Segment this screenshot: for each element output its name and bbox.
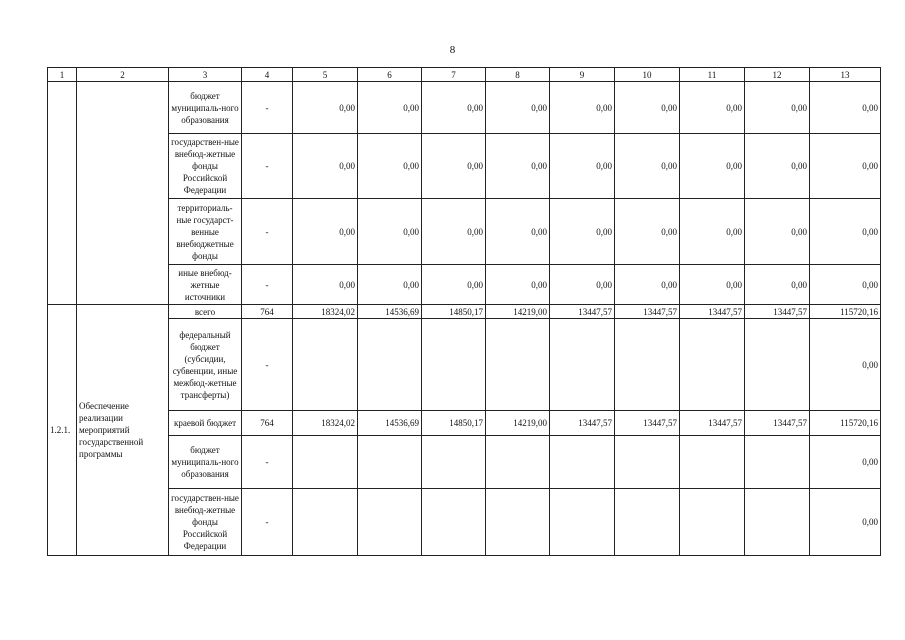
col4-cell: 764 [242,411,293,436]
value-cell: 0,00 [615,82,680,134]
value-cell: 0,00 [810,265,881,305]
value-cell: 13447,57 [550,305,615,319]
value-cell [615,319,680,411]
source-cell: бюджет муниципаль-ного образования [169,82,242,134]
item-name: Обеспечение реализации мероприятий государственной программы [77,305,169,556]
source-cell: всего [169,305,242,319]
value-cell: 13447,57 [680,411,745,436]
value-cell: 0,00 [810,436,881,489]
value-cell [486,489,550,556]
value-cell: 13447,57 [745,305,810,319]
value-cell [422,436,486,489]
header-cell: 13 [810,68,881,82]
value-cell [680,489,745,556]
header-cell: 9 [550,68,615,82]
value-cell: 18324,02 [293,411,358,436]
value-cell: 0,00 [293,265,358,305]
header-cell: 6 [358,68,422,82]
header-cell: 7 [422,68,486,82]
value-cell [550,489,615,556]
table-row [48,319,881,411]
col4-cell: 764 [242,305,293,319]
col4-cell: - [242,319,293,411]
value-cell: 0,00 [745,134,810,199]
header-cell: 3 [169,68,242,82]
header-cell: 5 [293,68,358,82]
value-cell [680,436,745,489]
name-cell [77,82,169,305]
source-cell: государствен-ные внебюд-жетные фонды Российской Федерации [169,489,242,556]
table-row [48,134,881,199]
value-cell: 0,00 [615,134,680,199]
value-cell: 13447,57 [550,411,615,436]
value-cell [293,319,358,411]
value-cell: 0,00 [293,82,358,134]
value-cell: 14536,69 [358,411,422,436]
source-cell: государствен-ные внебюд-жетные фонды Российской Федерации [169,134,242,199]
col4-cell: - [242,436,293,489]
col4-cell: - [242,489,293,556]
value-cell: 115720,16 [810,305,881,319]
value-cell: 0,00 [810,319,881,411]
value-cell: 13447,57 [615,305,680,319]
value-cell: 0,00 [486,134,550,199]
value-cell: 14219,00 [486,305,550,319]
value-cell [745,319,810,411]
value-cell: 0,00 [422,82,486,134]
page-number: 8 [449,44,456,56]
value-cell: 0,00 [615,265,680,305]
value-cell: 0,00 [810,489,881,556]
value-cell: 0,00 [615,199,680,265]
source-cell: федеральный бюджет (субсидии, субвенции, иные межбюд-жетные трансферты) [169,319,242,411]
table-row [48,436,881,489]
header-cell: 10 [615,68,680,82]
header-cell: 4 [242,68,293,82]
item-code: 1.2.1. [48,305,77,556]
value-cell: 13447,57 [615,411,680,436]
table-row [48,411,881,436]
value-cell [358,436,422,489]
value-cell [550,436,615,489]
value-cell: 0,00 [486,82,550,134]
value-cell: 0,00 [422,134,486,199]
value-cell: 0,00 [550,134,615,199]
value-cell: 0,00 [550,199,615,265]
value-cell [486,436,550,489]
header-cell: 2 [77,68,169,82]
table-row [48,199,881,265]
value-cell: 13447,57 [680,305,745,319]
value-cell: 0,00 [680,134,745,199]
value-cell: 0,00 [293,134,358,199]
value-cell: 0,00 [680,199,745,265]
value-cell: 0,00 [422,265,486,305]
header-cell: 8 [486,68,550,82]
value-cell: 0,00 [358,265,422,305]
table-row [48,82,881,134]
value-cell: 0,00 [680,82,745,134]
value-cell: 0,00 [422,199,486,265]
value-cell [358,319,422,411]
value-cell [422,319,486,411]
value-cell: 0,00 [486,265,550,305]
header-cell: 1 [48,68,77,82]
value-cell [293,489,358,556]
value-cell: 0,00 [550,82,615,134]
value-cell: 14850,17 [422,411,486,436]
code-cell [48,82,77,305]
value-cell [486,319,550,411]
source-cell: иные внебюд-жетные источники [169,265,242,305]
value-cell: 0,00 [745,265,810,305]
col4-cell: - [242,134,293,199]
source-cell: краевой бюджет [169,411,242,436]
value-cell: 13447,57 [745,411,810,436]
value-cell: 0,00 [550,265,615,305]
col4-cell: - [242,265,293,305]
header-cell: 11 [680,68,745,82]
value-cell: 18324,02 [293,305,358,319]
value-cell [422,489,486,556]
value-cell: 0,00 [810,199,881,265]
value-cell: 0,00 [293,199,358,265]
col4-cell: - [242,82,293,134]
value-cell: 0,00 [680,265,745,305]
value-cell: 0,00 [810,134,881,199]
value-cell: 14536,69 [358,305,422,319]
value-cell [745,436,810,489]
header-row [48,68,881,82]
table-row [48,489,881,556]
value-cell: 14850,17 [422,305,486,319]
value-cell: 0,00 [486,199,550,265]
value-cell [293,436,358,489]
value-cell [615,436,680,489]
value-cell [680,319,745,411]
value-cell [745,489,810,556]
source-cell: территориаль-ные государст-венные внебюджетные фонды [169,199,242,265]
value-cell: 0,00 [810,82,881,134]
budget-table [47,67,881,556]
value-cell: 115720,16 [810,411,881,436]
source-cell: бюджет муниципаль-ного образования [169,436,242,489]
value-cell: 14219,00 [486,411,550,436]
value-cell: 0,00 [745,82,810,134]
header-cell: 12 [745,68,810,82]
table-row [48,305,881,319]
value-cell: 0,00 [358,199,422,265]
value-cell: 0,00 [358,82,422,134]
value-cell: 0,00 [745,199,810,265]
value-cell [615,489,680,556]
value-cell [550,319,615,411]
table-row [48,265,881,305]
value-cell [358,489,422,556]
value-cell: 0,00 [358,134,422,199]
col4-cell: - [242,199,293,265]
